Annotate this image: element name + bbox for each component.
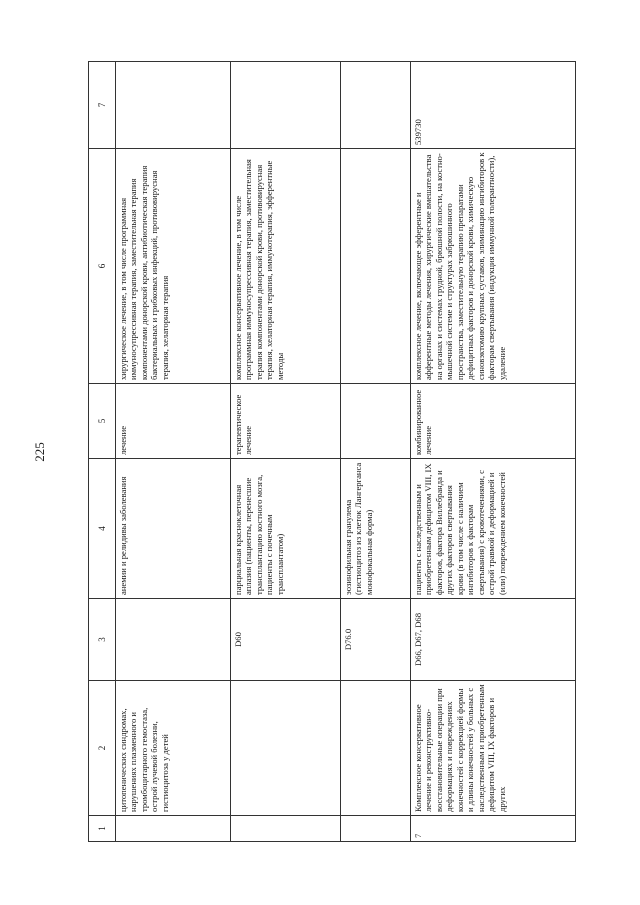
header-col-3: 3 — [89, 599, 116, 681]
cell-treatment-type: лечение — [116, 384, 231, 459]
cell-service-name — [341, 681, 411, 816]
cell-treatment-method — [341, 149, 411, 384]
cell-treatment-method: комплексное консервативное лечение, в том числе программная иммуносупрессивная терапия, заместительная терапия компонентами донорской крови, противовирусная терапия, хелаторная терапия, иммунотерапия, эфферентные методы — [231, 149, 341, 384]
cell-patient-model: анемии и релидивы заболевания — [116, 459, 231, 599]
cell-treatment-method: комплексное лечение, включающее эфферентные и афферентные методы лечения, хирургические вмешательства на органах и системах грудной, брюшной полости, на костно-мышечной системе и структурах забрюшинного пространства, заместительную терапию препаратами дефицитных факторов и донорской крови, химическую синовэктомию крупных суставов, элиминацию ингибиторов к факторам свертывания (индукция иммунной толерантности), удаление — [411, 149, 576, 384]
cell-number — [231, 816, 341, 842]
table-row — [341, 62, 411, 842]
table-row — [411, 62, 576, 842]
header-col-4: 4 — [89, 459, 116, 599]
cell-cost — [116, 62, 231, 149]
cell-cost: 539730 — [411, 62, 576, 149]
cell-treatment-type — [341, 384, 411, 459]
cell-number — [116, 816, 231, 842]
rotated-table-container — [88, 62, 573, 842]
header-col-2: 2 — [89, 681, 116, 816]
header-col-5: 5 — [89, 384, 116, 459]
cell-icd-code — [116, 599, 231, 681]
page-number: 225 — [32, 442, 47, 462]
cell-icd-code: D60 — [231, 599, 341, 681]
cell-treatment-type: терапевтическое лечение — [231, 384, 341, 459]
cell-icd-code: D66, D67, D68 — [411, 599, 576, 681]
cell-service-name: Комплексное консервативное лечение и реконструктивно-восстановительные операции при деформациях и повреждениях конечностей с коррекцией формы и длины конечностей у больных с наследственным и приобретенным дефицитом VIII, IX факторов и других — [411, 681, 576, 816]
table-header-row — [89, 62, 116, 842]
cell-treatment-method: хирургическое лечение, в том числе программная иммуносупрессивная терапия, заместительная терапия компонентами донорской крови, антибиотическая терапия бактериальных и грибковых инфекций, противовирусная терапия, хелаторная терапия — [116, 149, 231, 384]
cell-cost — [231, 62, 341, 149]
cell-patient-model: пациенты с наследственным и приобретенным дефицитом VIII, IX факторов, фактора Виллебранда и других факторов свертывания крови (в том числе с наличием ингибиторов к факторам свертывания) с кровотечениями, с острой травмой и деформацией и (или) повреждением конечностей — [411, 459, 576, 599]
cell-service-name: цитопенических синдромах, нарушениях плазменного и тромбоцитарного гемостаза, острой лучевой болезни, гистиоцитоза у детей — [116, 681, 231, 816]
cell-service-name — [231, 681, 341, 816]
cell-patient-model: парциальная красноклеточная аплазия (пациенты, перенесшие трансплантацию костного мозга, пациенты с почечным трансплантатом) — [231, 459, 341, 599]
table-row — [116, 62, 231, 842]
cell-treatment-type: комбинированное лечение — [411, 384, 576, 459]
table-row — [231, 62, 341, 842]
header-col-6: 6 — [89, 149, 116, 384]
cell-number — [341, 816, 411, 842]
cell-number: 7 — [411, 816, 576, 842]
header-col-1: 1 — [89, 816, 116, 842]
medical-services-table — [88, 61, 576, 842]
cell-patient-model: эозинофильная гранулема (гистиоцитоз из клеток Лангерганса монофокальная форма) — [341, 459, 411, 599]
cell-icd-code: D76.0 — [341, 599, 411, 681]
header-col-7: 7 — [89, 62, 116, 149]
cell-cost — [341, 62, 411, 149]
